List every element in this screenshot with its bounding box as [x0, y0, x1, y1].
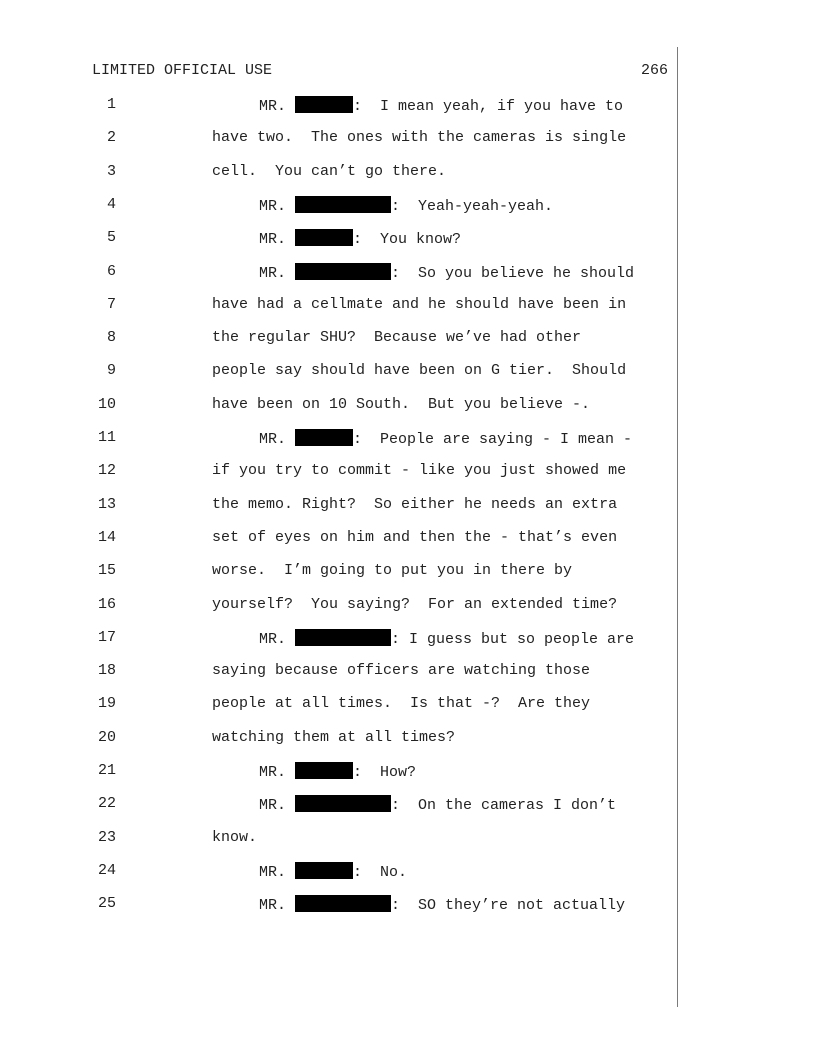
- transcript-line: [0, 662, 816, 682]
- speaker-line: [259, 429, 632, 448]
- testimony-text: yourself? You saying? For an extended time?: [212, 595, 618, 613]
- speaker-prefix: MR.: [259, 630, 296, 648]
- line-number: 23: [97, 828, 116, 846]
- transcript-line: [0, 762, 816, 782]
- testimony-text: saying because officers are watching those: [212, 662, 591, 680]
- speaker-prefix: MR.: [259, 431, 296, 448]
- redaction-box: [295, 762, 353, 779]
- speaker-line: [259, 96, 623, 115]
- testimony-text: set of eyes on him and then the - that’s even: [212, 528, 618, 546]
- speaker-prefix: MR.: [259, 797, 296, 815]
- transcript-line: [0, 529, 816, 549]
- transcript-line: [0, 229, 816, 249]
- speaker-line: [259, 229, 461, 248]
- transcript-line: [0, 196, 816, 216]
- line-number: 16: [97, 595, 116, 613]
- speaker-prefix: MR.: [259, 98, 296, 115]
- transcript-line: [0, 462, 816, 482]
- testimony-text: watching them at all times?: [212, 728, 456, 746]
- transcript-line: [0, 895, 816, 915]
- line-number: 2: [106, 129, 116, 147]
- transcript-line: [0, 429, 816, 449]
- line-number: 9: [106, 362, 116, 380]
- speaker-line: [259, 629, 634, 648]
- speaker-line: [259, 196, 553, 215]
- transcript-line: [0, 296, 816, 316]
- speaker-statement: : So you believe he should: [391, 264, 635, 282]
- line-number: 7: [106, 295, 116, 313]
- testimony-text: have been on 10 South. But you believe -.: [212, 395, 591, 413]
- line-number: 10: [97, 395, 116, 413]
- speaker-statement: : Yeah-yeah-yeah.: [391, 197, 554, 215]
- transcript-line: [0, 362, 816, 382]
- redaction-box: [295, 263, 391, 280]
- line-number: 18: [97, 662, 116, 680]
- redaction-box: [295, 96, 353, 113]
- redaction-box: [295, 229, 353, 246]
- redaction-box: [295, 629, 391, 646]
- testimony-text: people at all times. Is that -? Are they: [212, 695, 591, 713]
- testimony-text: the memo. Right? So either he needs an extra: [212, 495, 618, 513]
- transcript-line: [0, 329, 816, 349]
- classification-header: LIMITED OFFICIAL USE: [92, 62, 273, 79]
- transcript-line: [0, 263, 816, 283]
- line-number: 1: [106, 96, 116, 113]
- redaction-box: [295, 429, 353, 446]
- speaker-prefix: MR.: [259, 863, 296, 881]
- redaction-box: [295, 862, 353, 879]
- line-number: 20: [97, 728, 116, 746]
- speaker-statement: : No.: [353, 863, 408, 881]
- transcript-line: [0, 562, 816, 582]
- transcript-line: [0, 729, 816, 749]
- speaker-prefix: MR.: [259, 197, 296, 215]
- line-number: 6: [106, 262, 116, 280]
- line-number: 13: [97, 495, 116, 513]
- speaker-statement: : People are saying - I mean -: [353, 431, 633, 448]
- transcript-line: [0, 96, 816, 116]
- transcript-line: [0, 496, 816, 516]
- transcript-line: [0, 829, 816, 849]
- line-number: 19: [97, 695, 116, 713]
- transcript-line: [0, 163, 816, 183]
- transcript-line: [0, 795, 816, 815]
- transcript-line: [0, 396, 816, 416]
- transcript-line: [0, 596, 816, 616]
- line-number: 8: [106, 329, 116, 347]
- testimony-text: if you try to commit - like you just showed me: [212, 462, 627, 480]
- transcript-line: [0, 629, 816, 649]
- speaker-line: [259, 263, 634, 282]
- line-number: 24: [97, 861, 116, 879]
- line-number: 12: [97, 462, 116, 480]
- speaker-prefix: MR.: [259, 264, 296, 282]
- redaction-box: [295, 895, 391, 912]
- speaker-statement: : How?: [353, 764, 417, 781]
- speaker-prefix: MR.: [259, 897, 296, 915]
- line-number: 14: [97, 528, 116, 546]
- testimony-text: worse. I’m going to put you in there by: [212, 562, 573, 580]
- speaker-statement: : You know?: [353, 231, 462, 249]
- page-number: 266: [640, 62, 668, 79]
- line-number: 17: [97, 628, 116, 646]
- redaction-box: [295, 196, 391, 213]
- speaker-line: [259, 862, 407, 881]
- line-number: 5: [106, 229, 116, 247]
- redaction-box: [295, 795, 391, 812]
- testimony-text: people say should have been on G tier. Should: [212, 362, 627, 380]
- transcript-line: [0, 862, 816, 882]
- testimony-text: have two. The ones with the cameras is single: [212, 129, 627, 147]
- speaker-line: [259, 762, 416, 781]
- speaker-line: [259, 895, 625, 914]
- speaker-prefix: MR.: [259, 764, 296, 781]
- line-number: 3: [106, 162, 116, 180]
- line-number: 4: [106, 195, 116, 213]
- line-number: 11: [97, 429, 116, 446]
- speaker-statement: : On the cameras I don’t: [391, 797, 617, 815]
- speaker-line: [259, 795, 616, 814]
- line-number: 22: [97, 795, 116, 813]
- line-number: 21: [97, 762, 116, 779]
- line-number: 25: [97, 895, 116, 913]
- testimony-text: have had a cellmate and he should have been in: [212, 295, 627, 313]
- speaker-statement: : I mean yeah, if you have to: [353, 98, 624, 115]
- testimony-text: the regular SHU? Because we’ve had other: [212, 329, 582, 347]
- transcript-line: [0, 695, 816, 715]
- line-number: 15: [97, 562, 116, 580]
- speaker-statement: : I guess but so people are: [391, 630, 635, 648]
- transcript-line: [0, 129, 816, 149]
- speaker-prefix: MR.: [259, 231, 296, 249]
- testimony-text: cell. You can’t go there.: [212, 162, 447, 180]
- testimony-text: know.: [212, 828, 258, 846]
- speaker-statement: : SO they’re not actually: [391, 897, 626, 915]
